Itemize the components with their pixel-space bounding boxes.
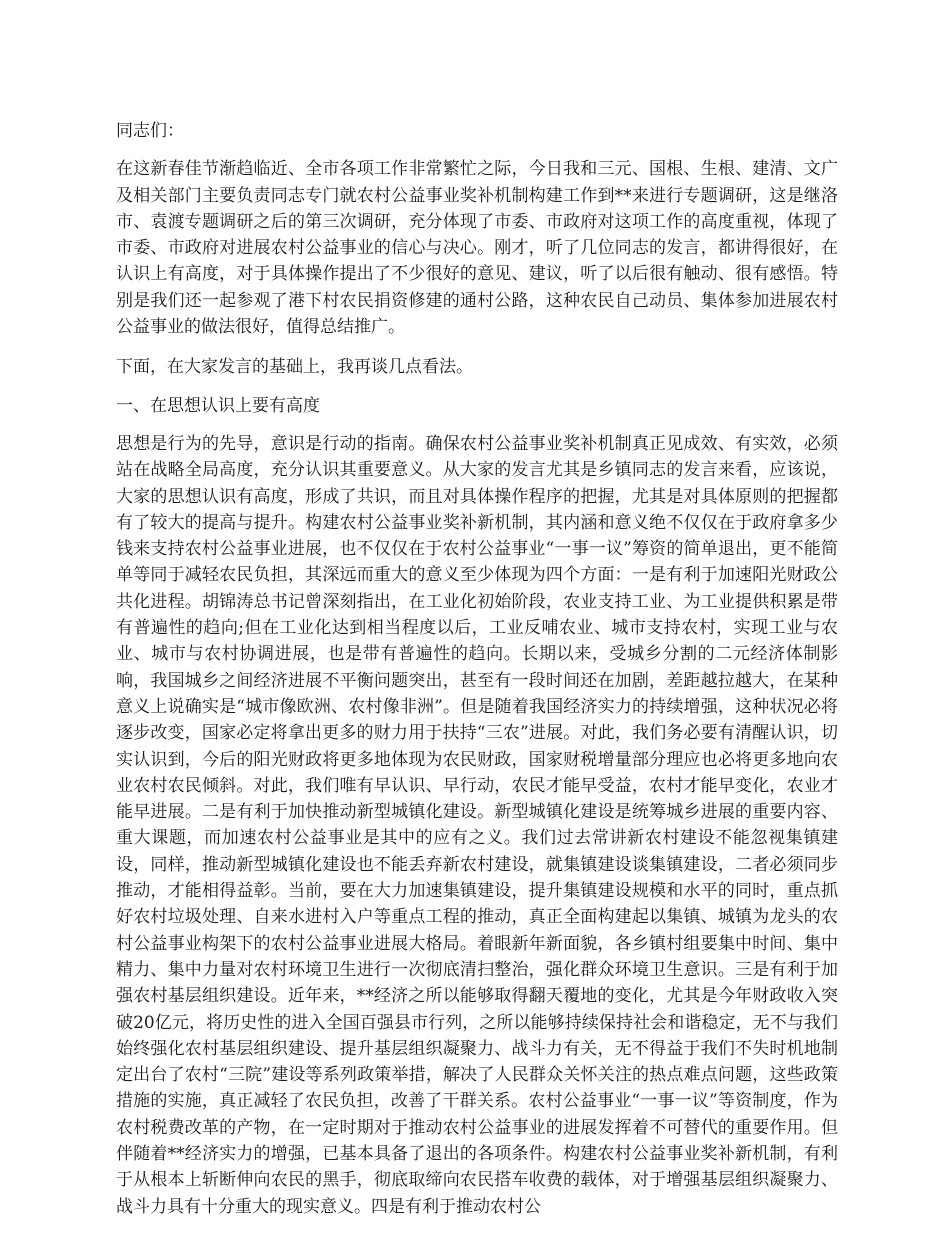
paragraph-body: 思想是行为的先导，意识是行动的指南。确保农村公益事业奖补机制真正见成效、有实效，必须站在战略全局高度，充分认识其重要意义。从大家的发言尤其是乡镇同志的发言来看，应该说，大家的思想认识有高度，形成了共识，而且对具体操作程序的把握，尤其是对具体原则的把握都有了较大的提高与提升。构建农村公益事业奖补新机制，其内涵和意义绝不仅仅在于政府拿多少钱来支持农村公益事业进展，也不仅仅在于农村公益事业“一事一议”筹资的简单退出，更不能简单等同于减轻农民负担，其深远而重大的意义至少体现为四个方面：一是有利于加速阳光财政公共化进程。胡锦涛总书记曾深刻指出，在工业化初始阶段，农业支持工业、为工业提供积累是带有普遍性的趋向;但在工业化达到相当程度以后，工业反哺农业、城市支持农村，实现工业与农业、城市与农村协调进展，也是带有普遍性的趋向。长期以来，受城乡分割的二元经济体制影响，我国城乡之间经济进展不平衡问题突出，甚至有一段时间还在加剧，差距越拉越大，在某种意义上说确实是“城市像欧洲、农村像非洲”。但是随着我国经济实力的持续增强，这种状况必将逐步改变，国家必定将拿出更多的财力用于扶持“三农”进展。对此，我们务必要有清醒认识，切实认识到，今后的阳光财政将更多地体现为农民财政，国家财税增量部分理应也必将更多地向农业农村农民倾斜。对此，我们唯有早认识、早行动，农民才能早受益，农村才能早变化，农业才能早进展。二是有利于加快推动新型城镇化建设。新型城镇化建设是统筹城乡进展的重要内容、重大课题，而加速农村公益事业是其中的应有之义。我们过去常讲新农村建设不能忽视集镇建设，同样，推动新型城镇化建设也不能丢弃新农村建设，就集镇建设谈集镇建设，二者必须同步推动，才能相得益彰。当前，要在大力加速集镇建设，提升集镇建设规模和水平的同时，重点抓好农村垃圾处理、自来水进村入户等重点工程的推动，真正全面构建起以集镇、城镇为龙头的农村公益事业构架下的农村公益事业进展大格局。着眼新年新面貌，各乡镇村组要集中时间、集中精力、集中力量对农村环境卫生进行一次彻底清扫整治，强化群众环境卫生意识。三是有利于加强农村基层组织建设。近年来，**经济之所以能够取得翻天覆地的变化，尤其是今年财政收入突破20亿元，将历史性的进入全国百强县市行列，之所以能够持续保持社会和谐稳定，无不与我们始终强化农村基层组织建设、提升基层组织凝聚力、战斗力有关，无不得益于我们不失时机地制定出台了农村“三院”建设等系列政策举措，解决了人民群众关怀关注的热点难点问题，这些政策措施的实施，真正减轻了农民负担，改善了干群关系。农村公益事业“一事一议”等资制度，作为农村税费改革的产物，在一定时期对于推动农村公益事业的进展发挥着不可替代的重要作用。但伴随着**经济实力的增强，已基本具备了退出的各项条件。构建农村公益事业奖补新机制，有利于从根本上斩断伸向农民的黑手，彻底取缔向农民搭车收费的载体，对于增强基层组织凝聚力、战斗力具有十分重大的现实意义。四是有利于推动农村公 [116,433,838,1217]
paragraph-transition: 下面，在大家发言的基础上，我再谈几点看法。 [116,357,473,378]
salutation: 同志们： [116,121,184,141]
paragraph-intro: 在这新春佳节渐趋临近、全市各项工作非常繁忙之际，今日我和三元、国根、生根、建清、文广及相关部门主要负责同志专门就农村公益事业奖补机制构建工作到**来进行专题调研，这是继洛市、袁渡专题调研之后的第三次调研，充分体现了市委、市政府对这项工作的高度重视，体现了市委、市政府对进展农村公益事业的信心与决心。刚才，听了几位同志的发言，都讲得很好，在认识上有高度，对于具体操作提出了不少很好的意见、建议，听了以后很有触动、很有感悟。特别是我们还一起参观了港下村农民捐资修建的通村公路，这种农民自己动员、集体参加进展农村公益事业的做法很好，值得总结推广。 [116,159,838,338]
document-page [116,118,838,1234]
section-heading: 一、在思想认识上要有高度 [116,395,320,416]
